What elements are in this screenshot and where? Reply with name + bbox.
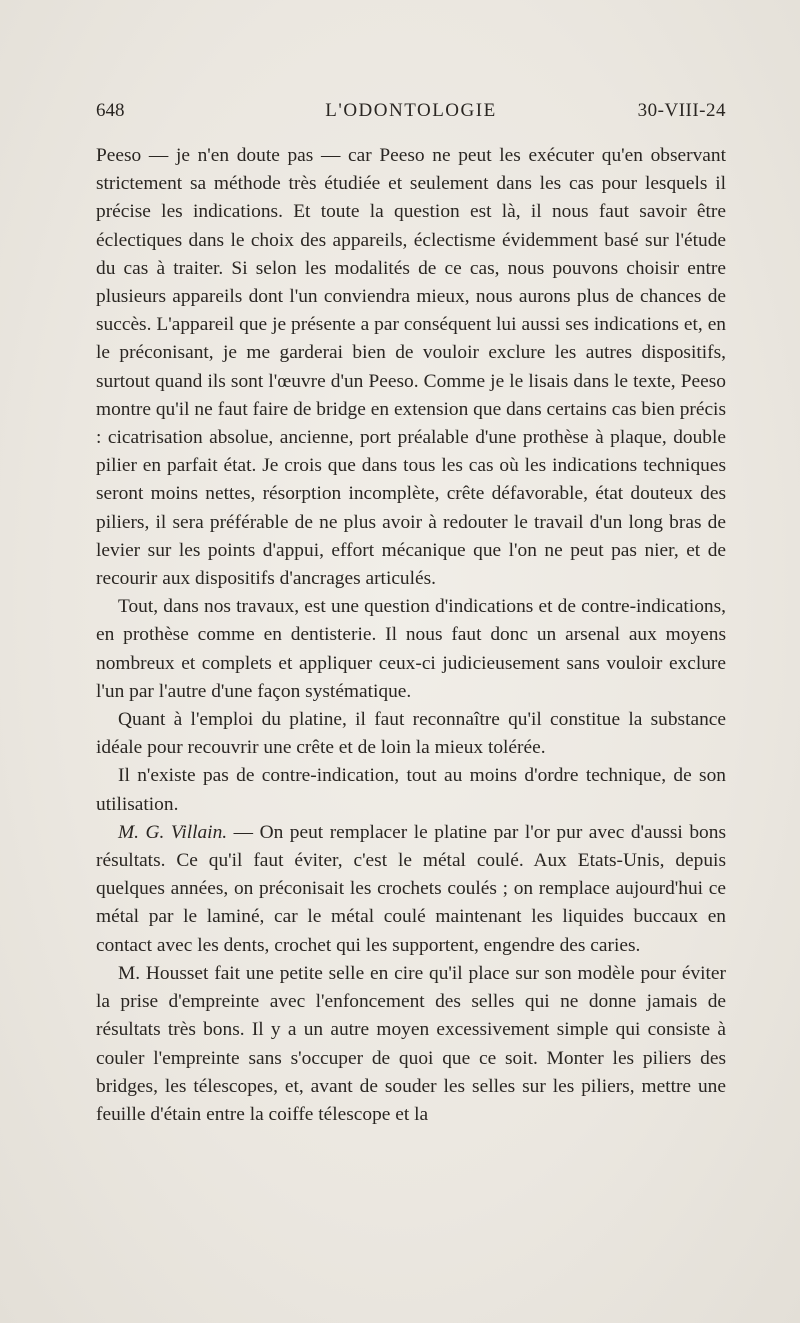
paragraph: Tout, dans nos travaux, est une question d'indications et de contre-indications, en prothèse comme en dentisterie. Il nous faut donc un arsenal aux moyens nombreux et complets et appliquer ceux-ci judicieusement sans vouloir exclure l'un par l'autre d'une façon systématique.: [96, 596, 726, 702]
paragraph: Peeso — je n'en doute pas — car Peeso ne peut les exécuter qu'en observant strictement sa méthode très étudiée et seulement dans les cas pour lesquels il précise les indications. Et toute la question est là, il nous faut savoir être éclectiques dans le choix des appareils, éclectisme évidemment basé sur l'étude du cas à traiter. Si selon les modalités de ce cas, nous pouvons choisir entre plusieurs appareils dont l'un conviendra mieux, nous aurons plus de chances de succès. L'appareil que je présente a par conséquent lui aussi ses indications et, en le préconisant, je me garderai bien de vouloir exclure les autres dispositifs, surtout quand ils sont l'œuvre d'un Peeso. Comme je le lisais dans le texte, Peeso montre qu'il ne faut faire de bridge en extension que dans certains cas bien précis : cicatrisation absolue, ancienne, port préalable d'une prothèse à plaque, double pilier en parfait état. Je crois que dans tous les cas où les indications techniques seront moins nettes, résorption incomplète, crête défavorable, état douteux des piliers, il sera préférable de ne plus avoir à redouter le travail d'un long bras de levier sur les points d'appui, effort mécanique que l'on ne peut pas nier, et de recourir aux dispositifs d'ancrages articulés.: [96, 145, 726, 590]
paragraph: Quant à l'emploi du platine, il faut reconnaître qu'il constitue la substance idéale pour recouvrir une crête et de loin la mieux tolérée.: [96, 709, 726, 759]
body-text: [96, 142, 726, 1129]
running-header: [96, 100, 726, 130]
journal-title: L'ODONTOLOGIE: [325, 100, 497, 121]
paragraph: [96, 819, 726, 960]
issue-date: 30-VIII-24: [637, 100, 726, 121]
page-number: 648: [96, 100, 125, 121]
speaker-text: — On peut remplacer le platine par l'or pur avec d'aussi bons résultats. Ce qu'il faut éviter, c'est le métal coulé. Aux Etats-Unis, depuis quelques années, on préconisait les crochets coulés ; on remplace aujourd'hui ce métal par le laminé, car le métal coulé maintenant les liquides buccaux en contact avec les dents, crochet qui les supportent, engendre des caries.: [96, 821, 726, 956]
speaker-name: M. G. Villain.: [118, 821, 228, 843]
paragraph: Il n'existe pas de contre-indication, tout au moins d'ordre technique, de son utilisation.: [96, 765, 726, 815]
paragraph: M. Housset fait une petite selle en cire qu'il place sur son modèle pour éviter la prise d'empreinte avec l'enfoncement des selles qui ne donne jamais de résultats très bons. Il y a un autre moyen excessivement simple qui consiste à couler l'empreinte sans s'occuper de quoi que ce soit. Monter les piliers des bridges, les télescopes, et, avant de souder les selles sur les piliers, mettre une feuille d'étain entre la coiffe télescope et la: [96, 962, 726, 1125]
